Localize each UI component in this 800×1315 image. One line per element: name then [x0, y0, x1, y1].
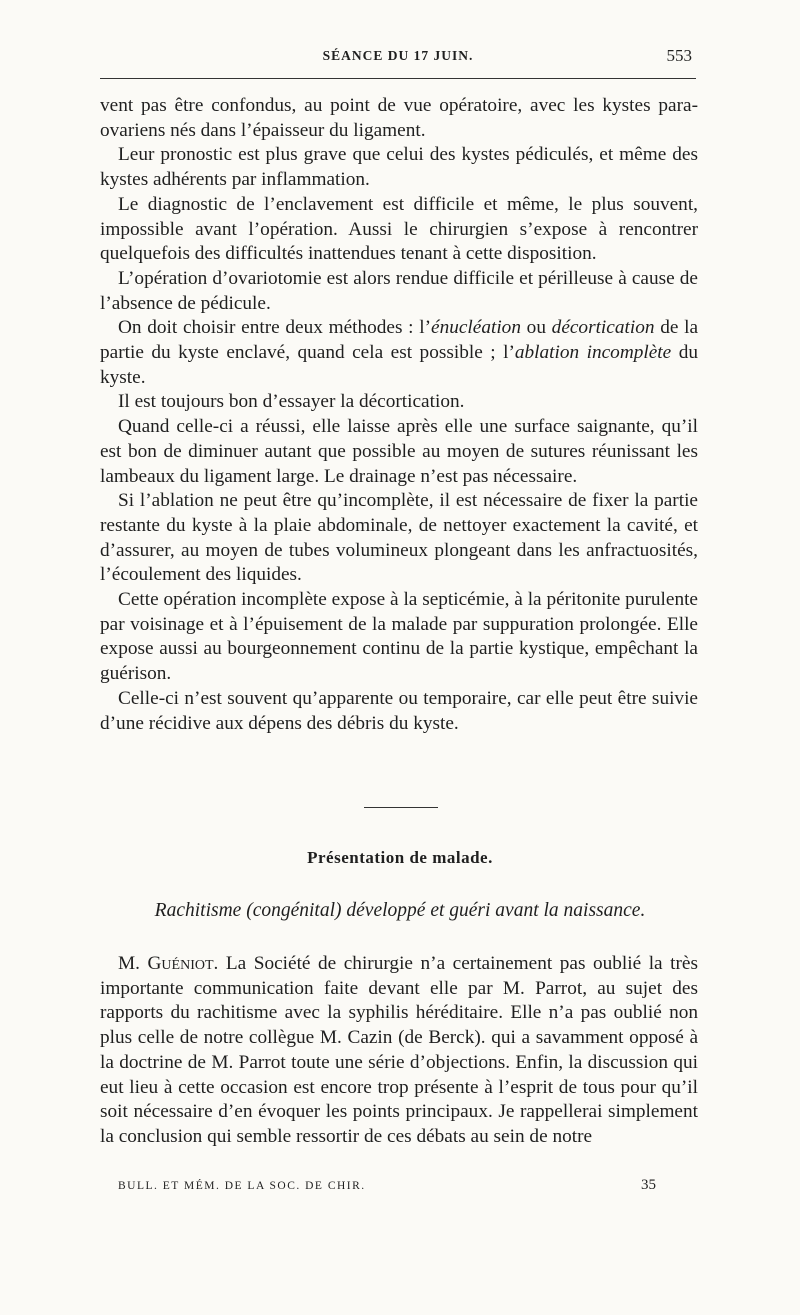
- running-header: [100, 48, 696, 72]
- footer-signature: 35: [641, 1177, 656, 1193]
- subtitle-part: développé et guéri avant la naissance.: [346, 900, 646, 921]
- text-run: de la partie du kyste enclavé, quand cela est possible ; l’: [100, 317, 699, 364]
- subtitle-part: Rachitisme: [154, 900, 242, 921]
- italic-term: décortication: [551, 317, 655, 339]
- body-text-top: [100, 94, 699, 736]
- paragraph-gueniot: [100, 952, 698, 1150]
- running-footer: [100, 1177, 696, 1204]
- header-rule: [100, 78, 696, 79]
- speaker-name: M. Guéniot.: [118, 953, 219, 974]
- text-run: ou: [520, 317, 552, 339]
- paragraph: Si l’ablation ne peut être qu’incomplète, il est nécessaire de fixer la partie restante du kyste à la plaie abdominale, de nettoyer exactement la cavité, et d’assurer, au moyen de tubes volumineux plongeant dans les anfractuosités, l’écoulement des liquides.: [100, 490, 698, 586]
- text-run: On doit choisir entre deux méthodes : l’: [118, 317, 432, 339]
- body-text-bottom: [100, 952, 698, 1150]
- paragraph: L’opération d’ovariotomie est alors rendue difficile et périlleuse à cause de l’absence de pédicule.: [100, 267, 698, 314]
- header-title: SÉANCE DU 17 JUIN.: [322, 48, 474, 63]
- italic-term: énucléation: [431, 317, 521, 339]
- paragraph: Le diagnostic de l’enclavement est difficile et même, le plus souvent, impossible avant l’opération. Aussi le chirurgien s’expose à rencontrer quelquefois des difficultés inattendues tenant à cette disposition.: [100, 193, 698, 265]
- section-title: Présentation de malade.: [307, 848, 493, 867]
- paragraph: Quand celle-ci a réussi, elle laisse après elle une surface saignante, qu’il est bon de diminuer autant que possible au moyen de sutures réunissant les lambeaux du ligament large. Le drainage n’est pas nécessaire.: [100, 416, 698, 487]
- text-run: du kyste.: [100, 342, 698, 388]
- subtitle-part: ): [335, 900, 347, 921]
- paragraph: Leur pronostic est plus grave que celui des kystes pédiculés, et même des kystes adhérents par inflammation.: [100, 144, 698, 191]
- paragraph: vent pas être confondus, au point de vue opératoire, avec les kystes para-ovariens nés dans l’épaisseur du ligament.: [100, 95, 698, 141]
- paragraph-methods: [100, 316, 698, 390]
- subtitle-part: congénital: [252, 900, 336, 921]
- section-subtitle: [0, 900, 800, 922]
- paragraph: Celle-ci n’est souvent qu’apparente ou temporaire, car elle peut être suivie d’une récidive aux dépens des débris du kyste.: [100, 687, 698, 734]
- page-number: 553: [666, 46, 692, 65]
- text-run: La Société de chirurgie n’a certainement pas oublié la très importante communication faite devant elle par M. Parrot, au sujet des rapports du rachitisme avec la syphilis héréditaire. Elle n’a pas oublié non plus celle de notre collègue M. Cazin (de Berck). qui a savamment opposé à la doctrine de M. Parrot toute une série d’objections. Enfin, la discussion qui eut lieu à cette occasion est encore trop présente à l’esprit de tous pour qu’il soit nécessaire d’en évoquer les points principaux. Je rappellerai simplement la conclusion qui semble ressortir de ces débats au sein de notre: [100, 953, 698, 1147]
- section-separator: [364, 807, 438, 808]
- italic-term: ablation incomplète: [514, 342, 672, 364]
- footer-journal: BULL. ET MÉM. DE LA SOC. DE CHIR.: [118, 1180, 366, 1192]
- paragraph: Il est toujours bon d’essayer la décortication.: [118, 391, 465, 413]
- paragraph: Cette opération incomplète expose à la septicémie, à la péritonite purulente par voisinage et à l’épuisement de la malade par suppuration prolongée. Elle expose aussi au bourgeonnement continu de la partie kystique, empêchant la guérison.: [100, 589, 698, 685]
- subtitle-part: (: [241, 900, 253, 921]
